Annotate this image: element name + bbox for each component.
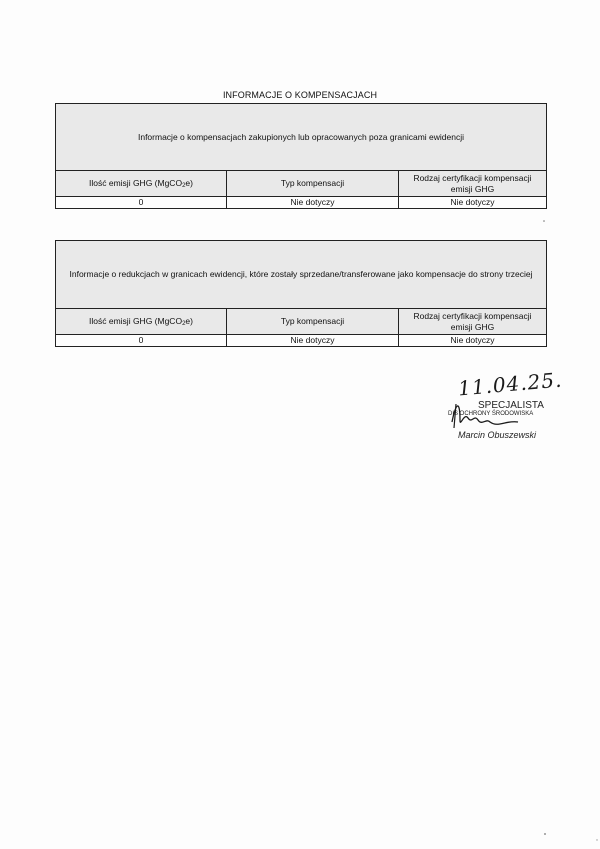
column-header-type: Typ kompensacji (227, 171, 399, 197)
cell-type: Nie dotyczy (227, 197, 399, 209)
cell-emissions: 0 (56, 335, 227, 347)
column-header-emissions: Ilość emisji GHG (MgCO$_2$e) (56, 171, 227, 197)
column-header-type: Typ kompensacji (227, 309, 399, 335)
cell-type: Nie dotyczy (227, 335, 399, 347)
column-header-certification: Rodzaj certyfikacji kompensacji emisji GHG (399, 171, 547, 197)
cell-emissions: 0 (56, 197, 227, 209)
stamp-title: SPECJALISTA (478, 400, 544, 411)
cell-certification: Nie dotyczy (399, 335, 547, 347)
document-title: INFORMACJE O KOMPENSACJACH (222, 90, 378, 100)
stamp-name: Marcin Obuszewski (458, 430, 537, 440)
column-header-emissions: Ilość emisji GHG (MgCO$_2$e) (56, 309, 227, 335)
section-heading: Informacje o redukcjach w granicach ewidencji, które zostały sprzedane/transferowane jako kompensacje do strony trzeciej (56, 241, 547, 309)
stamp-subtitle: DIS OCHRONY ŚRODOWISKA (448, 411, 534, 417)
section-heading: Informacje o kompensacjach zakupionych lub opracowanych poza granicami ewidencji (56, 104, 547, 171)
handwritten-date: 11.04.25. (457, 367, 564, 401)
column-header-certification: Rodzaj certyfikacji kompensacji emisji GHG (399, 309, 547, 335)
cell-certification: Nie dotyczy (399, 197, 547, 209)
